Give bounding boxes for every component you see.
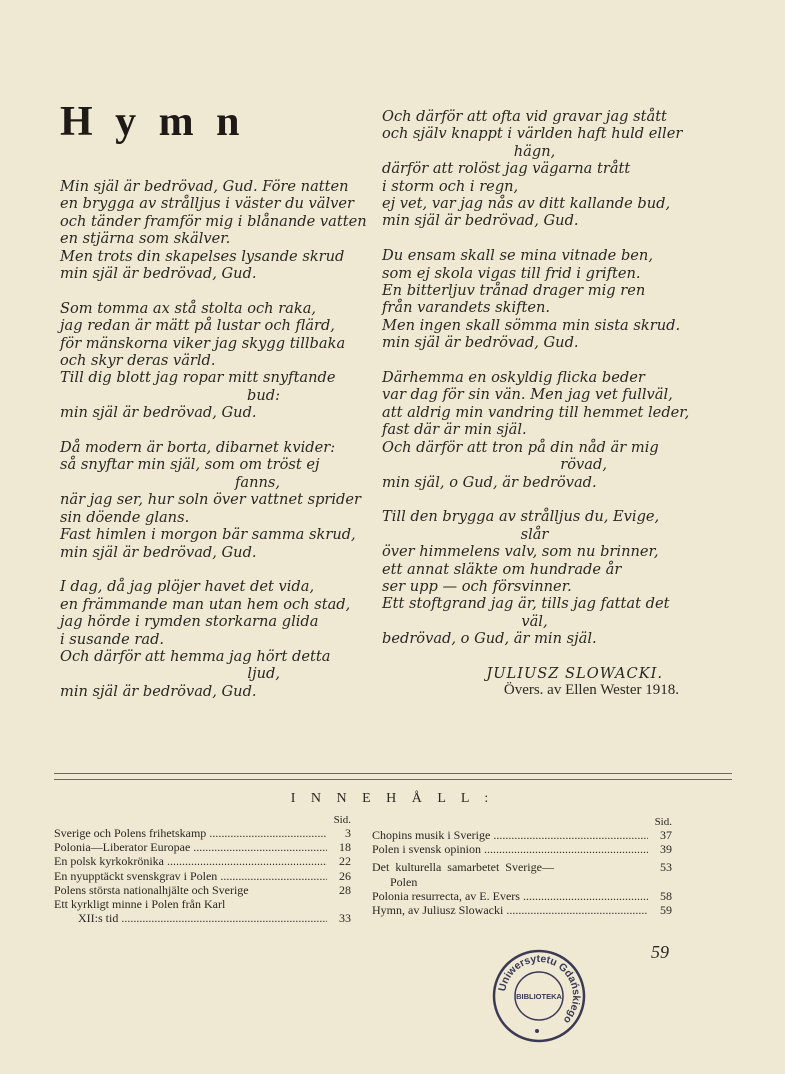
contents-entry-title-continued: Polen [390, 874, 418, 889]
poem-line: var dag för sin vän. Men jag vet fullväl, [382, 386, 673, 404]
poem-line: ljud, [247, 665, 280, 683]
contents-entry [54, 897, 351, 911]
poem-line: Till dig blott jag ropar mitt snyftande [60, 369, 336, 387]
contents-heading: I N N E H Å L L : [290, 791, 495, 806]
stanza [382, 108, 687, 230]
poem-line: jag redan är mätt på lustar och flärd, [60, 317, 335, 335]
poem-line: för mänskorna viker jag skygg tillbaka [60, 334, 346, 352]
contents-entry [54, 911, 351, 925]
contents-entry-page: 26 [339, 868, 351, 883]
contents-entry [54, 869, 351, 883]
contents-entry-title: Hymn, av Juliusz Slowacki ..... [372, 903, 648, 917]
contents-entry-title: Polonia resurrecta, av E. Evers ..... [372, 889, 648, 903]
poem-line: att aldrig min vandring till hemmet leder, [382, 403, 690, 421]
poem-line: fast där är min själ. [382, 421, 527, 439]
contents-entry-page: 33 [339, 911, 351, 926]
poem-line: Och därför att hemma jag hört detta [60, 647, 331, 665]
poem-line: rövad, [560, 456, 607, 474]
poem-line: ser upp — och försvinner. [382, 577, 572, 595]
contents-entry [372, 828, 672, 842]
poem-line: bedrövad, o Gud, är min själ. [382, 630, 597, 648]
contents-entry-title: En polsk kyrkokrönika ..... [54, 854, 327, 868]
poem-line: min själ är bedrövad, Gud. [60, 265, 257, 283]
contents-entry [372, 875, 672, 889]
stamp-dot [535, 1029, 539, 1033]
poem-line: Ett stoftgrand jag är, tills jag fattat det [382, 595, 670, 613]
stanza [60, 578, 360, 700]
contents-entry-title-continued: XII:s tid ..... [54, 911, 327, 925]
contents-entry-page: 59 [660, 903, 672, 918]
contents-entry [372, 842, 672, 856]
poem-line: Du ensam skall se mina vitnade ben, [382, 247, 653, 265]
poem-line: Då modern är borta, dibarnet kvider: [60, 439, 336, 457]
stanza [60, 178, 367, 283]
poem-line: Och därför att tron på din nåd är mig [382, 438, 659, 456]
poem-translation-credit: Övers. av Ellen Wester 1918. [503, 682, 679, 699]
poem-line: en främmande man utan hem och stad, [60, 595, 351, 613]
contents-entry-page: 53 [660, 860, 672, 875]
stanza [382, 369, 690, 491]
poem-line: slår [520, 525, 549, 543]
page-number: 59 [651, 942, 669, 962]
stanza [60, 439, 360, 561]
poem-line: från varandets skiften. [382, 299, 551, 317]
poem-line: hägn, [513, 142, 556, 160]
contents-entry [54, 826, 351, 840]
contents-entry-title: Ett kyrkligt minne i Polen från Karl [54, 897, 226, 912]
divider-rule [54, 773, 732, 774]
poem-line: bud: [247, 386, 280, 404]
contents-entry-page: 22 [339, 854, 351, 869]
contents-entry-title: Chopins musik i Sverige ..... [372, 828, 648, 842]
contents-entry [54, 840, 351, 854]
poem-line: och skyr deras värld. [60, 352, 216, 370]
divider-rule [54, 779, 732, 780]
poem-title: H y m n [60, 99, 246, 145]
poem-line: därför att rolöst jag vägarna trått [382, 160, 631, 178]
contents-entry-page: 3 [345, 826, 351, 840]
page-column-label: Sid. [654, 816, 672, 828]
poem-line: min själ är bedrövad, Gud. [60, 682, 257, 700]
poem-line: när jag ser, hur soln över vattnet sprider [60, 491, 362, 509]
poem-line: och själv knappt i världen haft huld eller [382, 125, 683, 143]
contents-left-column [54, 814, 351, 925]
poem-line: min själ, o Gud, är bedrövad. [382, 473, 597, 491]
poem-line: Fast himlen i morgon bär samma skrud, [60, 526, 356, 544]
poem-line: ett annat släkte om hundrade år [382, 560, 622, 578]
contents-entry [372, 903, 672, 917]
contents-entry-page: 58 [660, 888, 672, 903]
poem-line: Därhemma en oskyldig flicka beder [382, 369, 645, 387]
poem-line: en stjärna som skälver. [60, 230, 231, 248]
contents-entry-page: 37 [660, 828, 672, 842]
poem-line: min själ är bedrövad, Gud. [382, 212, 579, 230]
poem-line: sin döende glans. [60, 508, 190, 526]
library-stamp [491, 948, 587, 1044]
poem-left-column [60, 178, 367, 718]
poem-line: min själ är bedrövad, Gud. [60, 543, 257, 561]
stanza [60, 300, 360, 422]
poem-line: fanns, [234, 473, 280, 491]
contents-entry-title: Polen i svensk opinion ..... [372, 842, 648, 856]
stamp-center-text: BIBLIOTEKA [516, 992, 562, 1001]
poem-line: jag hörde i rymden storkarna glida [60, 613, 319, 631]
contents-entry [372, 856, 672, 874]
poem-line: Min själ är bedrövad, Gud. Före natten [60, 178, 349, 195]
poem-line: min själ är bedrövad, Gud. [382, 334, 579, 352]
poem-line: I dag, då jag plöjer havet det vida, [60, 578, 315, 596]
contents-entry-title: Polens största nationalhjälte och Sverige [54, 882, 249, 897]
poem-line: så snyftar min själ, som om tröst ej [60, 456, 320, 474]
poem-line: som ej skola vigas till frid i griften. [382, 264, 641, 282]
poem-line: och tänder framför mig i blånande vatten [60, 212, 367, 230]
page-column-label: Sid. [333, 814, 351, 826]
poem-line: väl, [521, 612, 548, 630]
stamp-ring-text: Uniwersytetu Gdańskiego [496, 952, 583, 1026]
contents-entry-title: Polonia—Liberator Europae ..... [54, 840, 327, 854]
poem-line: Till den brygga av strålljus du, Evige, [382, 508, 660, 526]
contents-entry [54, 883, 351, 897]
poem-line: Men ingen skall sömma min sista skrud. [382, 316, 681, 334]
poem-line: min själ är bedrövad, Gud. [60, 404, 257, 422]
poem-line: Och därför att ofta vid gravar jag stått [382, 108, 667, 125]
stanza [382, 247, 687, 351]
contents-entry-page: 39 [660, 842, 672, 857]
contents-entry [372, 889, 672, 903]
poem-line: ej vet, var jag nås av ditt kallande bud, [382, 195, 671, 213]
contents-right-column [372, 816, 672, 917]
poem-author: JULIUSZ SLOWACKI. [486, 664, 663, 682]
contents-entry-title: Sverige och Polens frihetskamp ..... [54, 826, 327, 840]
poem-right-column [382, 108, 690, 700]
stanza [382, 508, 687, 647]
contents-entry-title: Det kulturella samarbetet Sverige— [372, 860, 554, 875]
poem-line: Men trots din skapelses lysande skrud [60, 247, 345, 265]
poem-line: en brygga av strålljus i väster du välver [60, 195, 354, 213]
contents-entry-title: En nyupptäckt svenskgrav i Polen ..... [54, 869, 327, 883]
poem-line: över himmelens valv, som nu brinner, [382, 543, 659, 561]
poem-line: Som tomma ax stå stolta och raka, [60, 299, 317, 317]
contents-entry [54, 854, 351, 868]
poem-line: i storm och i regn, [382, 177, 519, 195]
contents-entry-page: 18 [339, 840, 351, 855]
poem-line: En bitterljuv trånad drager mig ren [382, 282, 646, 300]
poem-line: i susande rad. [60, 630, 165, 648]
contents-entry-page: 28 [339, 882, 351, 897]
